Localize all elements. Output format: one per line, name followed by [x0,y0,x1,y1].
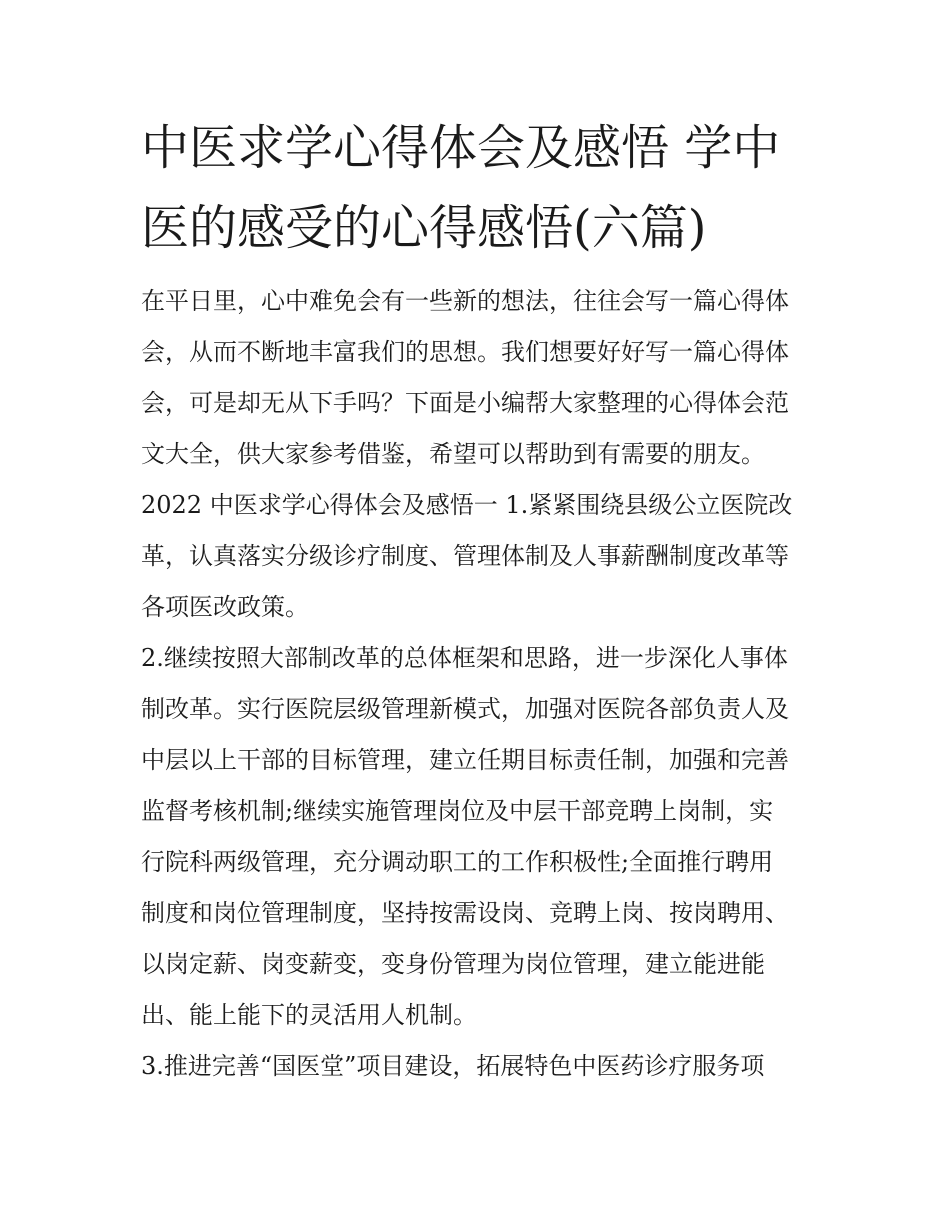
body-line-3: 会，可是却无从下手吗？下面是小编帮大家整理的心得体会范 [141,389,789,417]
body-line-7: 各项医改政策。 [141,593,309,621]
body-line-14: 以岗定薪、岗变薪变，变身份管理为岗位管理，建立能进能 [141,950,765,978]
body-line-10: 中层以上干部的目标管理，建立任期目标责任制，加强和完善 [141,746,789,774]
document-title-line-1: 中医求学心得体会及感悟 学中 [141,120,781,176]
body-line-5: 2022 中医求学心得体会及感悟一 1.紧紧围绕县级公立医院改 [141,491,793,519]
body-line-11: 监督考核机制;继续实施管理岗位及中层干部竞聘上岗制，实 [141,797,774,825]
body-line-6: 革，认真落实分级诊疗制度、管理体制及人事薪酬制度改革等 [141,542,789,570]
body-line-12: 行院科两级管理，充分调动职工的工作积极性;全面推行聘用 [141,848,774,876]
document-title-line-2: 医的感受的心得感悟(六篇) [141,200,707,256]
body-line-4: 文大全，供大家参考借鉴，希望可以帮助到有需要的朋友。 [141,440,765,468]
body-line-13: 制度和岗位管理制度，坚持按需设岗、竞聘上岗、按岗聘用、 [141,899,789,927]
body-line-8: 2.继续按照大部制改革的总体框架和思路，进一步深化人事体 [141,644,788,672]
body-line-2: 会，从而不断地丰富我们的思想。我们想要好好写一篇心得体 [141,338,789,366]
body-line-15: 出、能上能下的灵活用人机制。 [141,1001,477,1029]
body-line-16: 3.推进完善“国医堂”项目建设，拓展特色中医药诊疗服务项 [141,1052,765,1080]
body-line-9: 制改革。实行医院层级管理新模式，加强对医院各部负责人及 [141,695,789,723]
body-line-1: 在平日里，心中难免会有一些新的想法，往往会写一篇心得体 [141,287,789,315]
